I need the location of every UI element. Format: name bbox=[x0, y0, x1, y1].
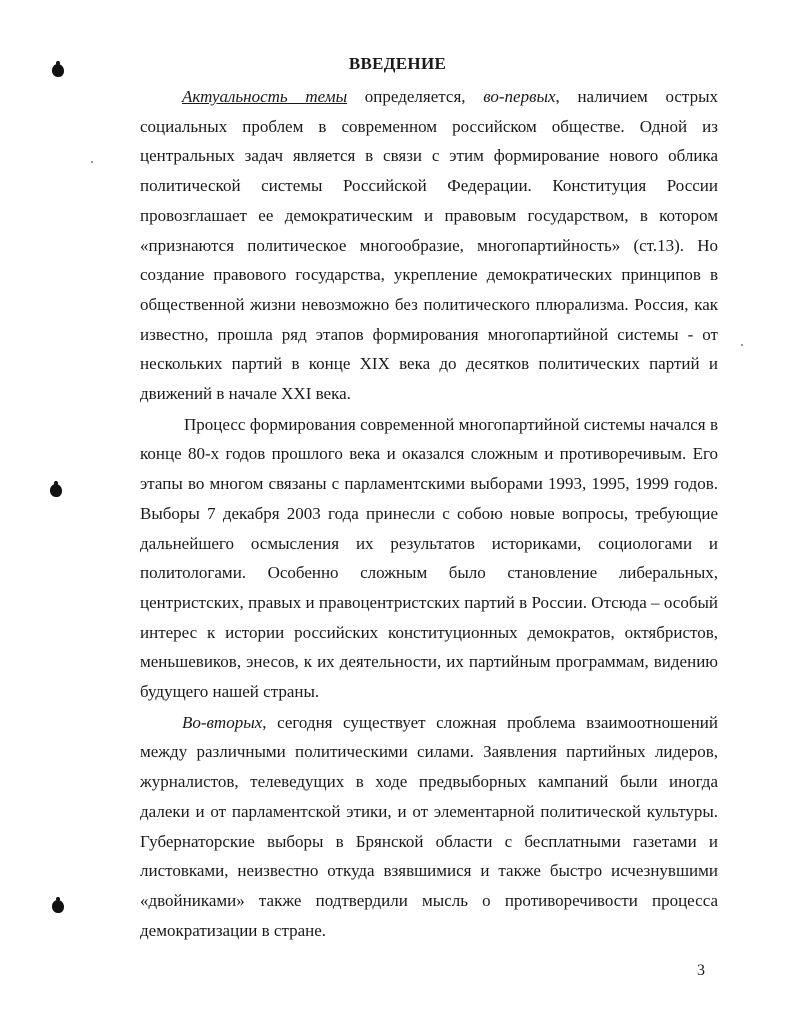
paragraph-1 bbox=[140, 82, 718, 409]
punch-hole-mark bbox=[50, 484, 62, 497]
punch-hole-mark bbox=[52, 900, 64, 913]
scan-speck bbox=[741, 344, 743, 346]
emphasis-text: Во-вторых bbox=[182, 712, 263, 732]
page-number: 3 bbox=[697, 962, 705, 979]
paragraph-text: , сегодня существует сложная проблема взаимоотношений между различными политическими силами. Заявления партийных лидеров, журналистов, телеведущих в ходе предвыборных кампаний были иногда далеки и от парламентской этики, и от элементарной политической культуры. Губернаторские выборы в Брянской области с бесплатными газетами и листовками, неизвестно откуда взявшимися и также быстро исчезнувшими «двойниками» также подтвердили мысль о противоречивости процесса демократизации в стране. bbox=[140, 712, 718, 940]
topic-relevance-heading: Актуальность темы bbox=[182, 87, 348, 106]
page-title: ВВЕДЕНИЕ bbox=[348, 54, 447, 73]
paragraph-text: , наличием острых социальных проблем в современном российском обществе. Одной из центральных задач является в связи с этим формирование нового облика политической системы Российской Федерации. Конституция России провозглашает ее демократическим и правовым государством, в котором «признаются политическое многообразие, многопартийность» (ст.13). Но создание правового государства, укрепление демократических принципов в общественной жизни невозможно без политического плюрализма. Россия, как известно, прошла ряд этапов формирования многопартийной системы - от нескольких партий в конце XIX века до десятков политических партий и движений в начале XXI века. bbox=[140, 87, 718, 404]
paragraph-2: Процесс формирования современной многопартийной системы начался в конце 80-х годов прошлого века и оказался сложным и противоречивым. Его этапы во многом связаны с парламентскими выборами 1993, 1995, 1999 годов. Выборы 7 декабря 2003 года принесли с собою новые вопросы, требующие дальнейшего осмысления их результатов историками, социологами и политологами. Особенно сложным было становление либеральных, центристских, правых и правоцентристских партий в России. Отсюда – особый интерес к истории российских конституционных демократов, октябристов, меньшевиков, энесов, к их деятельности, их партийным программам, видению будущего нашей страны. bbox=[140, 414, 718, 702]
body-text bbox=[140, 82, 718, 945]
scan-speck bbox=[91, 161, 93, 163]
emphasis-text: во-первых bbox=[483, 87, 556, 106]
paragraph-3 bbox=[140, 708, 718, 946]
paragraph-text: определяется, bbox=[347, 87, 484, 106]
